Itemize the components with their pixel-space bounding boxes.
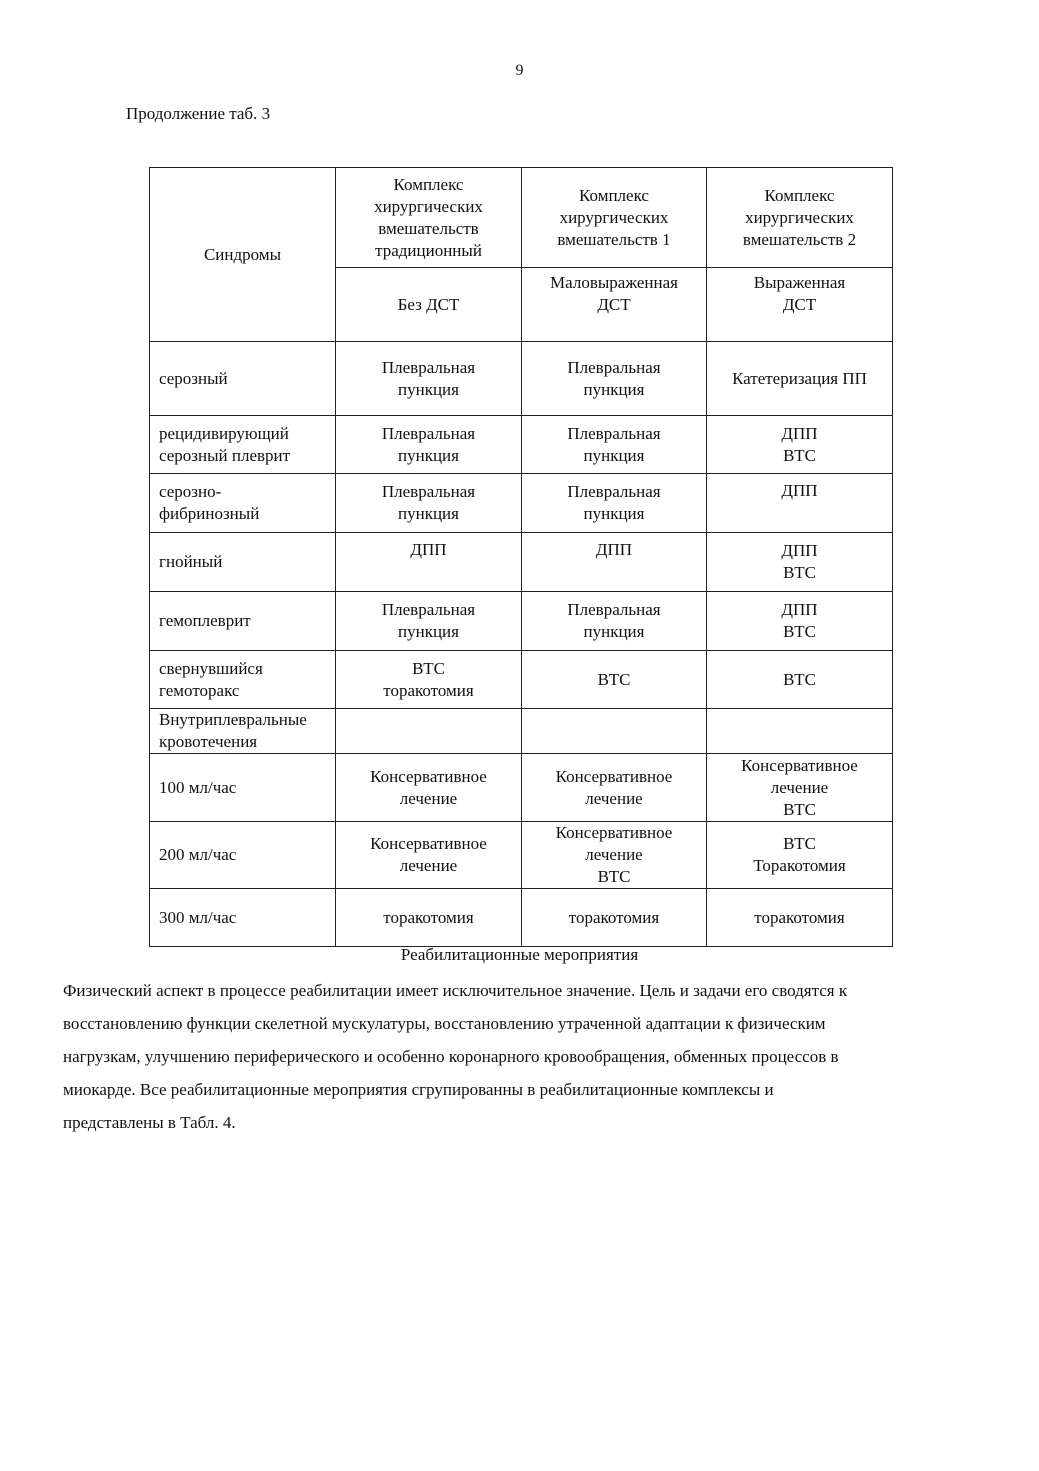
table-cell: Плевральная пункция bbox=[522, 342, 707, 416]
page-number: 9 bbox=[515, 62, 524, 79]
table-cell: Консервативное лечение ВТС bbox=[707, 754, 893, 822]
surgical-interventions-table bbox=[149, 167, 893, 947]
syndrome-cell: гнойный bbox=[150, 533, 336, 592]
table-cell: Катетеризация ПП bbox=[707, 342, 893, 416]
table-cell: Консервативное лечение bbox=[522, 754, 707, 822]
table-cell: ДПП ВТС bbox=[707, 416, 893, 474]
table-cell bbox=[522, 709, 707, 754]
section-title: Реабилитационные мероприятия bbox=[400, 945, 639, 964]
table-cell: ДПП bbox=[707, 474, 893, 533]
table-row bbox=[150, 474, 893, 533]
table-cell: Плевральная пункция bbox=[522, 474, 707, 533]
table-cell: ВТС bbox=[522, 651, 707, 709]
table-cell: ВТС bbox=[707, 651, 893, 709]
table-cell: Консервативное лечение ВТС bbox=[522, 822, 707, 889]
table-row bbox=[150, 822, 893, 889]
syndrome-cell: серозный bbox=[150, 342, 336, 416]
table-cell: ДПП ВТС bbox=[707, 592, 893, 651]
table-cell: Консервативное лечение bbox=[336, 822, 522, 889]
table-cell: ДПП bbox=[336, 533, 522, 592]
syndrome-cell: серозно- фибринозный bbox=[150, 474, 336, 533]
paragraph-line: восстановлению функции скелетной мускулатуры, восстановлению утраченной адаптации к физическим bbox=[63, 1014, 826, 1033]
header-complex-2: Комплекс хирургических вмешательств 2 bbox=[707, 168, 893, 268]
paragraph-line: нагрузкам, улучшению периферического и особенно коронарного кровообращения, обменных процессов в bbox=[63, 1047, 839, 1066]
table-row bbox=[150, 709, 893, 754]
syndrome-cell: рецидивирующий серозный плеврит bbox=[150, 416, 336, 474]
table-cell: Плевральная пункция bbox=[336, 342, 522, 416]
table-caption: Продолжение таб. 3 bbox=[126, 104, 271, 123]
table-cell: ДПП bbox=[522, 533, 707, 592]
table-cell: торакотомия bbox=[336, 889, 522, 947]
body-paragraph bbox=[63, 974, 963, 1139]
subheader-severe-dst: Выраженная ДСТ bbox=[707, 268, 893, 342]
table-row bbox=[150, 416, 893, 474]
table-cell: ВТС торакотомия bbox=[336, 651, 522, 709]
table-cell: Плевральная пункция bbox=[522, 592, 707, 651]
paragraph-line: миокарде. Все реабилитационные мероприятия сгрупированны в реабилитационные комплексы и bbox=[63, 1080, 774, 1099]
paragraph-line: Физический аспект в процессе реабилитации имеет исключительное значение. Цель и задачи его сводятся к bbox=[63, 981, 848, 1000]
paragraph-line: представлены в Табл. 4. bbox=[63, 1113, 236, 1132]
table-row bbox=[150, 889, 893, 947]
table-cell: Плевральная пункция bbox=[336, 416, 522, 474]
table-cell: Плевральная пункция bbox=[522, 416, 707, 474]
header-complex-1: Комплекс хирургических вмешательств 1 bbox=[522, 168, 707, 268]
syndrome-cell: 300 мл/час bbox=[150, 889, 336, 947]
table-cell: Плевральная пункция bbox=[336, 474, 522, 533]
syndrome-cell: гемоплеврит bbox=[150, 592, 336, 651]
table-row bbox=[150, 533, 893, 592]
header-traditional: Комплекс хирургических вмешательств традиционный bbox=[336, 168, 522, 268]
table-row bbox=[150, 592, 893, 651]
table-cell: ВТС Торакотомия bbox=[707, 822, 893, 889]
table-cell bbox=[336, 709, 522, 754]
table-row bbox=[150, 342, 893, 416]
header-syndromes: Синдромы bbox=[150, 168, 336, 342]
subheader-no-dst: Без ДСТ bbox=[336, 268, 522, 342]
table-cell: Плевральная пункция bbox=[336, 592, 522, 651]
table-row bbox=[150, 651, 893, 709]
table-cell: торакотомия bbox=[522, 889, 707, 947]
table-row bbox=[150, 754, 893, 822]
syndrome-cell: 100 мл/час bbox=[150, 754, 336, 822]
table-cell: Консервативное лечение bbox=[336, 754, 522, 822]
table-cell bbox=[707, 709, 893, 754]
subheader-mild-dst: Маловыраженная ДСТ bbox=[522, 268, 707, 342]
table-cell: торакотомия bbox=[707, 889, 893, 947]
table-cell: ДПП ВТС bbox=[707, 533, 893, 592]
syndrome-cell: свернувшийся гемоторакс bbox=[150, 651, 336, 709]
syndrome-cell: Внутриплевральные кровотечения bbox=[150, 709, 336, 754]
syndrome-cell: 200 мл/час bbox=[150, 822, 336, 889]
